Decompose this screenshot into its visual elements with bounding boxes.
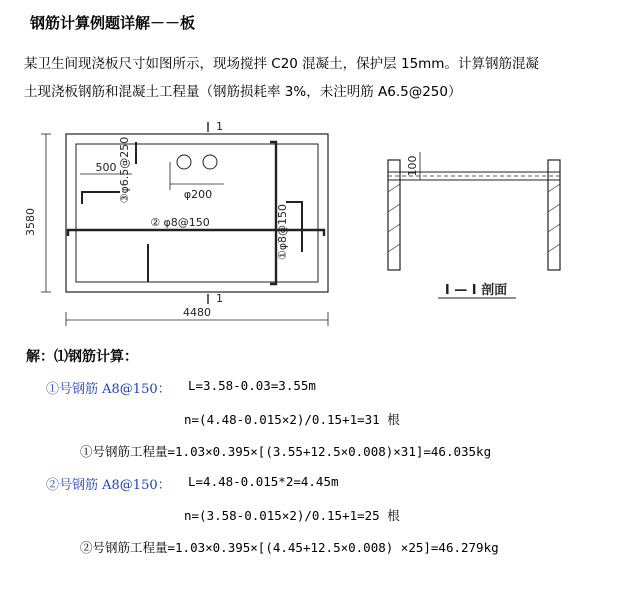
- bar-3-label: ③φ6.5@250: [118, 136, 131, 204]
- bar1-length: L=3.58-0.03=3.55m: [188, 378, 316, 393]
- problem-line-2: 土现浇板钢筋和混凝土工程量（钢筋损耗率 3%，未注明筋 A6.5@250）: [24, 84, 462, 100]
- bar2-label: ②号钢筋 A8@150：: [46, 478, 171, 493]
- dim-500-label: 500: [95, 161, 117, 174]
- slab-drawing: [24, 112, 604, 334]
- section-left-wall: [388, 160, 400, 270]
- hole-label: φ200: [183, 188, 213, 201]
- bar2-quantity: ②号钢筋工程量=1.03×0.395×[(4.45+12.5×0.008) ×25]=46.279kg: [80, 540, 499, 555]
- edge-bar-left: [82, 192, 120, 204]
- dim-width-label: 4480: [183, 306, 211, 319]
- bar1-label: ①号钢筋 A8@150：: [46, 382, 171, 397]
- problem-line-1: 某卫生间现浇板尺寸如图所示，现场搅拌 C20 混凝土，保护层 15mm。计算钢筋混凝: [24, 56, 539, 72]
- dim-height-label: 3580: [24, 208, 37, 236]
- section-mark-bottom: 1: [216, 292, 223, 305]
- solution-heading: 解：⑴钢筋计算：: [26, 349, 138, 365]
- bar1-count: n=(4.48-0.015×2)/0.15+1=31 根: [184, 412, 400, 427]
- page-title: 钢筋计算例题详解－－板: [30, 14, 196, 32]
- hole-2: [203, 155, 217, 169]
- bar-1-label: ①φ8@150: [276, 203, 289, 261]
- bar2-length: L=4.48-0.015*2=4.45m: [188, 474, 339, 489]
- bar2-count: n=(3.58-0.015×2)/0.15+1=25 根: [184, 508, 400, 523]
- problem-statement: [24, 50, 614, 106]
- hole-1: [177, 155, 191, 169]
- section-caption: I — I 剖面: [444, 283, 508, 298]
- bar-2-label: ② φ8@150: [150, 216, 210, 229]
- dim-100-label: 100: [406, 155, 419, 177]
- section-mark-top: 1: [216, 120, 223, 133]
- section-right-wall: [548, 160, 560, 270]
- bar1-quantity: ①号钢筋工程量=1.03×0.395×[(3.55+12.5×0.008)×31]=46.035kg: [80, 444, 492, 459]
- drawing-figure: [24, 112, 604, 334]
